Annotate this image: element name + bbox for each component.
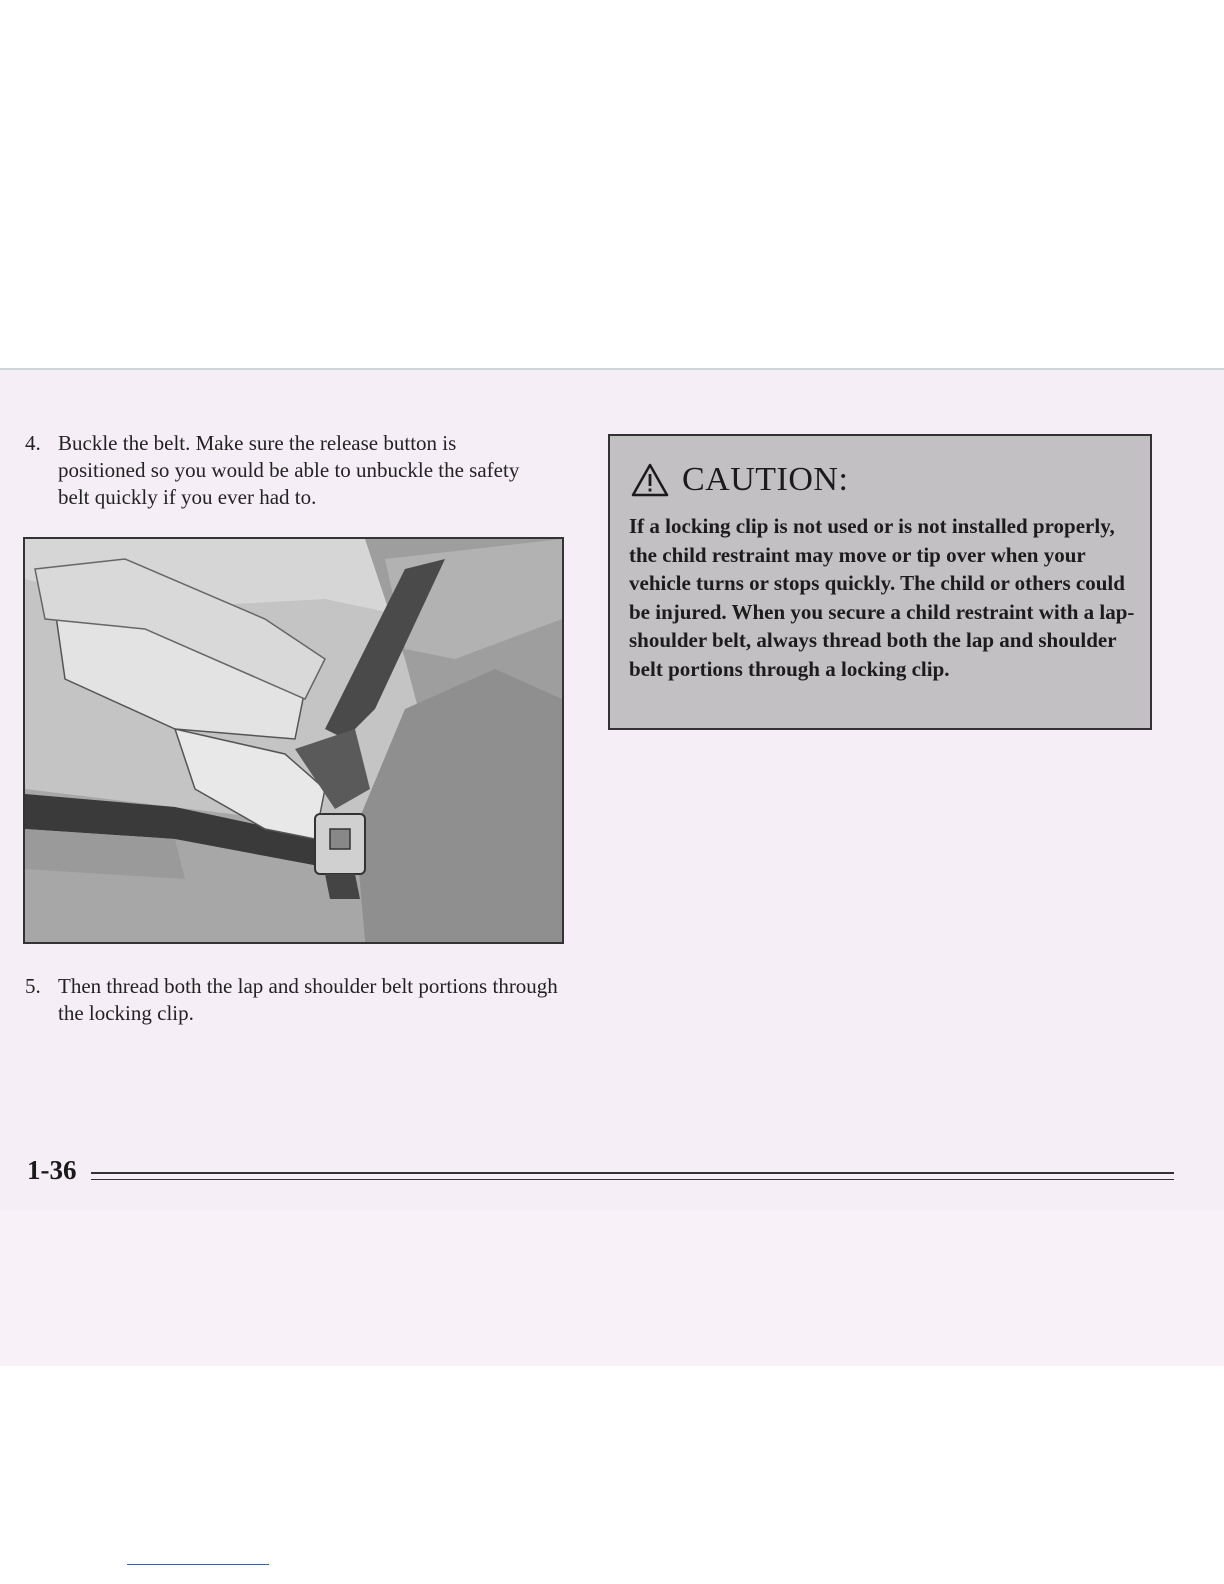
page-number: 1-36	[27, 1155, 77, 1185]
footer-rule	[91, 1172, 1174, 1174]
step-number: 5.	[25, 974, 41, 998]
caution-title: CAUTION:	[682, 461, 849, 498]
page-footer	[27, 1155, 1147, 1195]
step-text: Buckle the belt. Make sure the release button is positioned so you would be able to unbuckle the safety belt quickly if you ever had to.	[58, 431, 520, 509]
footer-rule-thin	[91, 1179, 1174, 1180]
seat-belt-buckle-illustration	[23, 537, 564, 944]
lower-band	[0, 1210, 1224, 1366]
step-4	[25, 430, 545, 520]
caution-box	[608, 434, 1152, 730]
step-5	[25, 973, 565, 1033]
bottom-divider	[127, 1564, 269, 1565]
caution-text: If a locking clip is not used or is not installed properly, the child restraint may move or tip over when your vehicle turns or stops quickly. The child or others could be injured. When you secure a child restraint with a lap-shoulder belt, always thread both the lap and shoulder belt portions through a locking clip.	[629, 514, 1135, 681]
step-number: 4.	[25, 431, 41, 455]
warning-triangle-icon	[630, 462, 670, 498]
step-text: Then thread both the lap and shoulder belt portions through the locking clip.	[58, 974, 558, 1025]
caution-header	[630, 456, 848, 504]
